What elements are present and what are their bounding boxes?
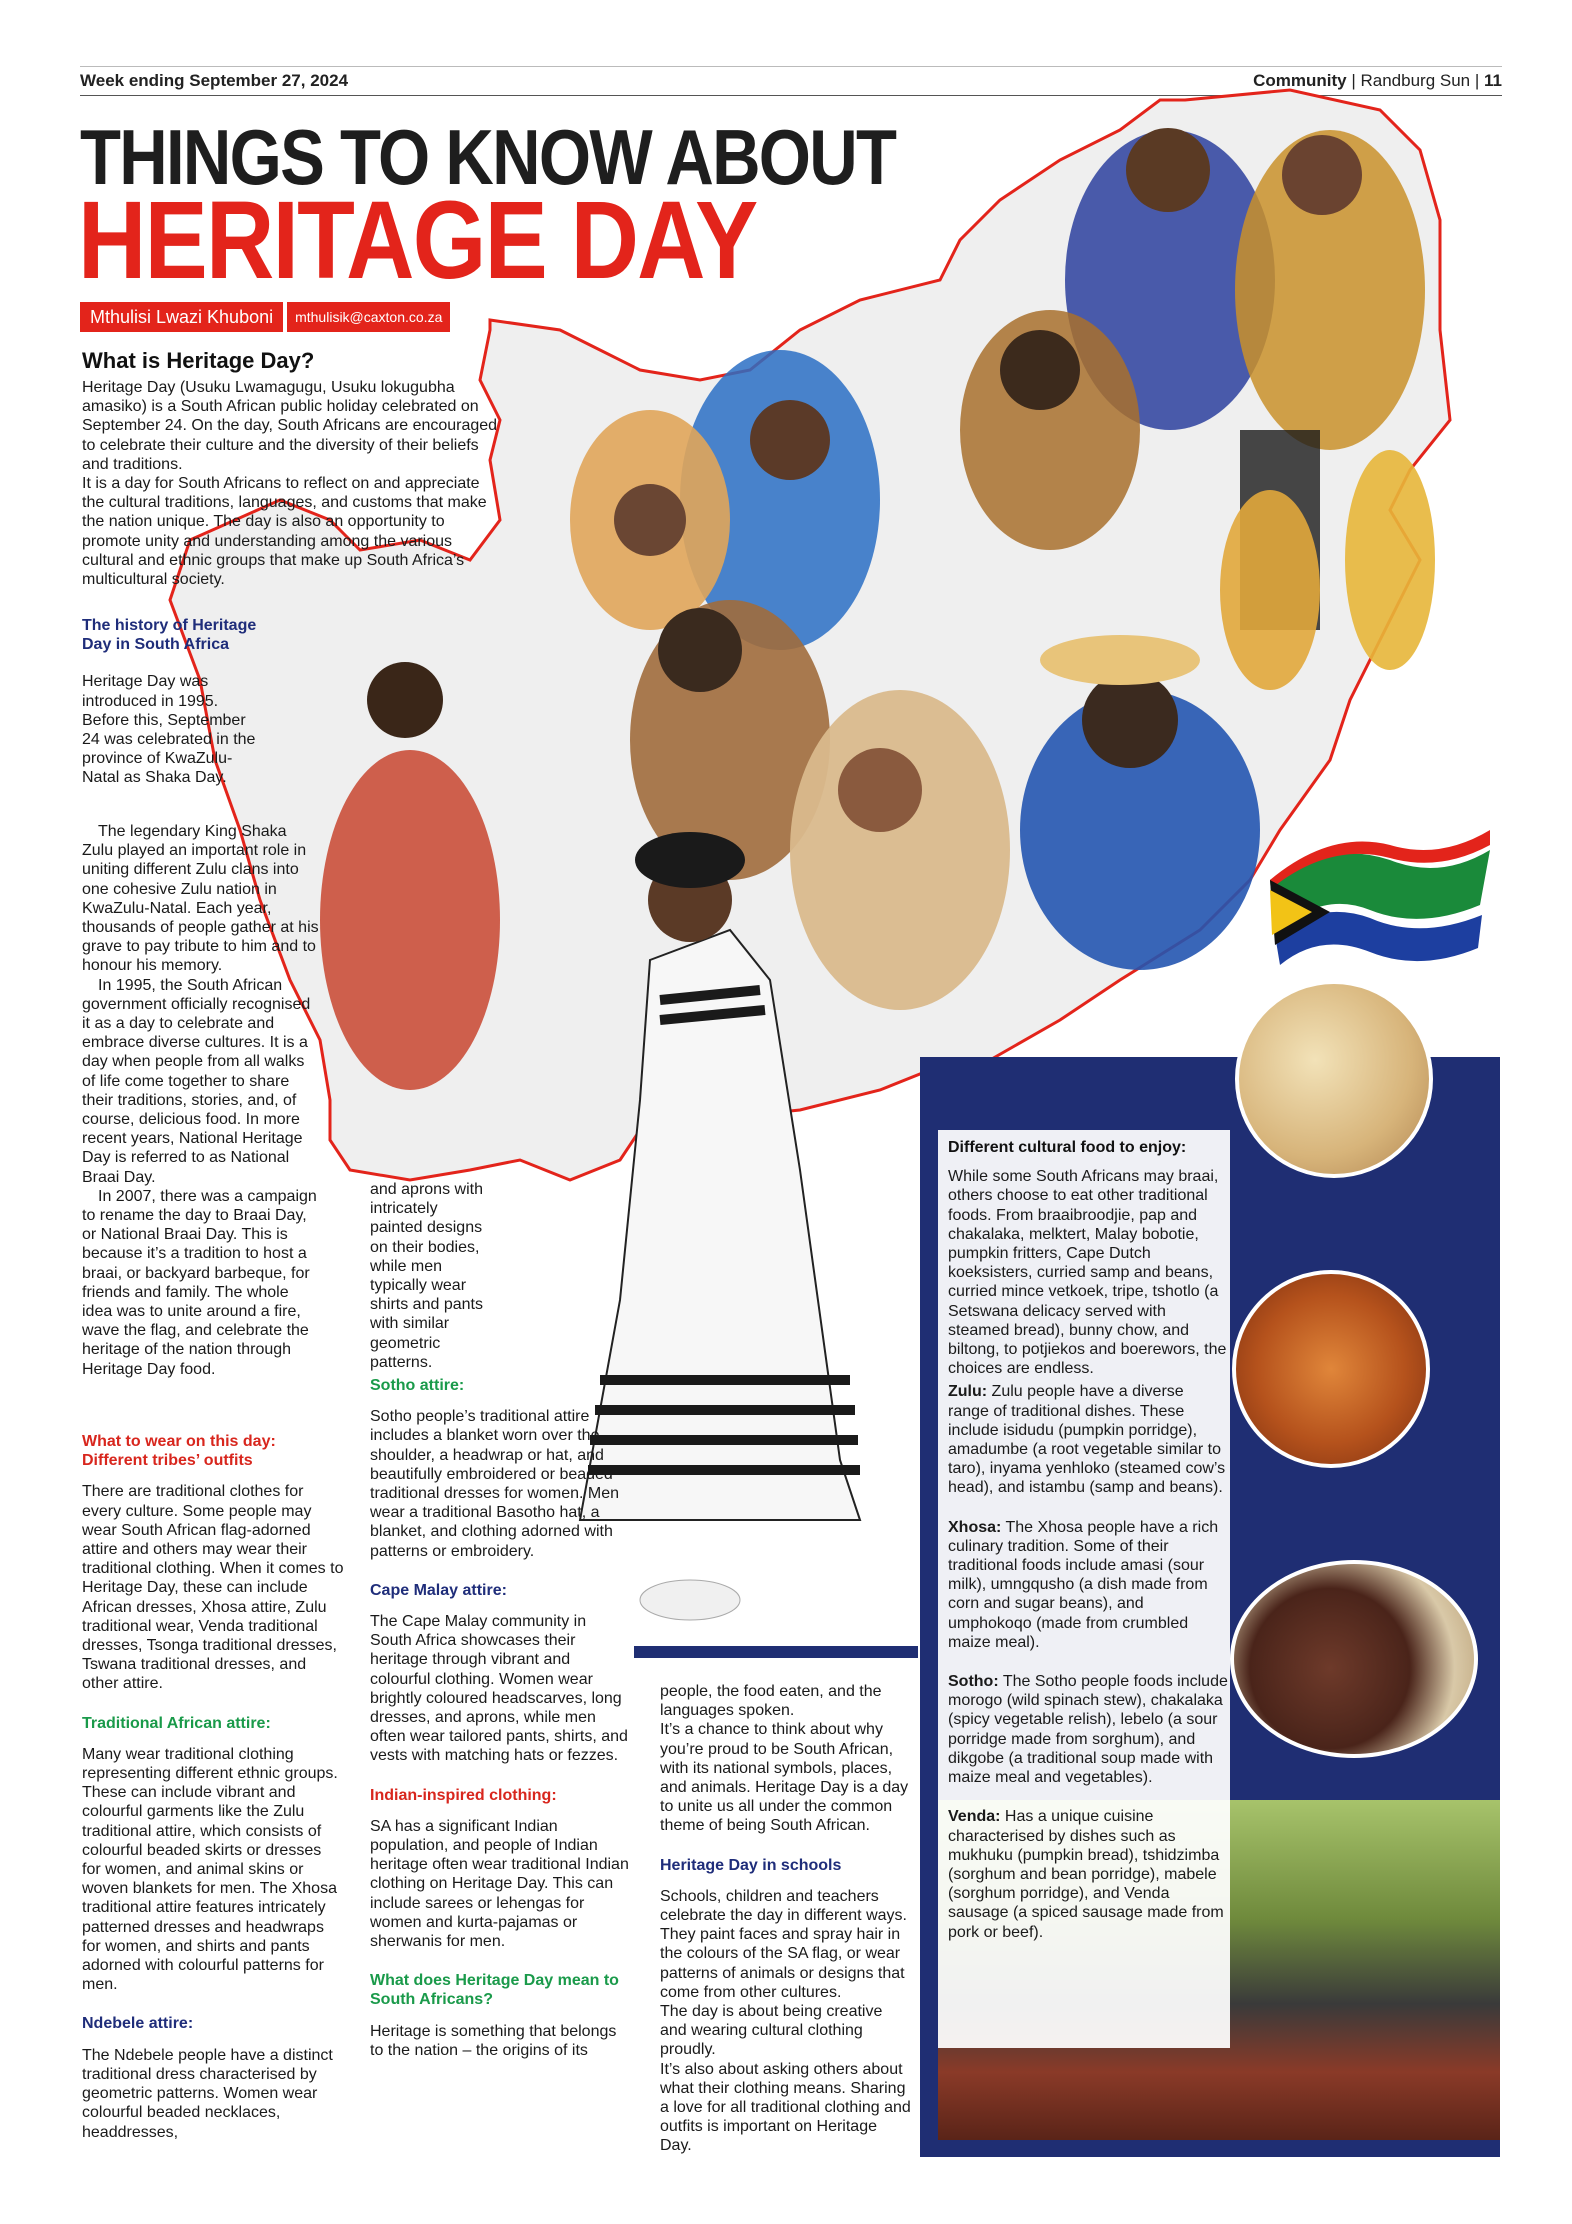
food-section: [948, 1138, 1228, 1942]
xhosa-food: The Xhosa people have a rich culinary tradition. Some of their traditional foods include amasi (sour milk), umngqusho (a dish made from corn and sugar beans), and umphokoqo (made from crumbled maize meal).: [948, 1518, 1219, 1651]
paper-name: Randburg Sun: [1360, 71, 1471, 90]
zulu-food: Zulu people have a diverse range of traditional dishes. These include isidudu (pumpkin porridge), amadumbe (a root vegetable similar to taro), inyama yenhloko (steamed cow’s head), and istambu (samp and beans).: [948, 1383, 1226, 1497]
intro-heading: What is Heritage Day?: [82, 348, 315, 373]
column-3: [660, 1682, 912, 2156]
wear-paragraph: There are traditional clothes for every culture. Some people may wear South African flag-adorned attire and others may wear their traditional clothing. When it comes to Heritage Day, these can include African dresses, Xhosa attire, Zulu traditional wear, Venda traditional dresses, Tsonga traditional dresses, Tswana traditional dresses, and other attire.: [82, 1483, 344, 1693]
history-continued: [82, 822, 322, 1379]
sotho-label: Sotho:: [948, 1673, 999, 1691]
column-2-top: [370, 1180, 490, 1372]
ndebele-paragraph: The Ndebele people have a distinct traditional dress characterised by geometric patterns. Women wear colourful beaded necklaces, headdresses,: [82, 2046, 333, 2141]
issue-date: Week ending September 27, 2024: [80, 71, 349, 90]
column-3-rule: [634, 1646, 918, 1658]
food-intro: While some South Africans may braai, others choose to eat other traditional foods. From braaibroodjie, pap and chakalaka, melktert, Malay bobotie, pumpkin fritters, Cape Dutch koeksisters, curried samp and beans, curried mince vetkoek, tripe, tshotlo (a Setswana delicacy served with steamed bread), bunny chow, and biltong, to potjiekos and boerewors, the choices are endless.: [948, 1168, 1227, 1378]
history-paragraph-1: Heritage Day was introduced in 1995. Before this, September 24 was celebrated in the province of KwaZulu-Natal as Shaka Day.: [82, 673, 256, 787]
food-heading: Different cultural food to enjoy:: [948, 1139, 1187, 1156]
xhosa-label: Xhosa:: [948, 1518, 1002, 1536]
byline: [80, 302, 450, 332]
zulu-label: Zulu:: [948, 1383, 988, 1401]
history-heading: The history of Heritage Day in South Africa: [82, 617, 257, 654]
history-paragraph-4: In 2007, there was a campaign to rename the day to Braai Day, or National Braai Day. This is because it’s a tradition to host a braai, or backyard barbeque, for friends and family. The whole idea was to unite around a fire, wave the flag, and celebrate the heritage of the nation through Heritage Day food.: [82, 1187, 317, 1378]
meaning-paragraph: Heritage is something that belongs to the nation – the origins of its: [370, 2022, 617, 2059]
food-photo-meat-pap: [1230, 1560, 1478, 1758]
history-section: [82, 616, 262, 788]
cape-malay-paragraph: The Cape Malay community in South Africa showcases their heritage through vibrant and colourful clothing. Women wear brightly coloured headscarves, long dresses, and aprons, while men often wear tailored pants, shirts, and vests with matching hats or fezzes.: [370, 1613, 628, 1765]
history-paragraph-2: The legendary King Shaka Zulu played an important role in uniting different Zulu clans into one cohesive Zulu nation in KwaZulu-Natal. Each year, thousands of people gather at his grave to pay tribute to him and to honour his memory.: [82, 823, 319, 975]
intro-paragraph-2: It is a day for South Africans to reflect on and appreciate the cultural traditions, languages, and customs that make the nation unique. The day is also an opportunity to promote unity and understanding among the various cultural and ethnic groups that make up South Africa’s multicultural society.: [82, 475, 487, 589]
wear-heading: What to wear on this day: Different tribes’ outfits: [82, 1433, 276, 1470]
indian-clothing-heading: Indian-inspired clothing:: [370, 1786, 557, 1804]
meaning-heading: What does Heritage Day mean to South Africans?: [370, 1972, 619, 2009]
ndebele-heading: Ndebele attire:: [82, 2015, 194, 2033]
african-attire-heading: Traditional African attire:: [82, 1714, 271, 1732]
sotho-food: The Sotho people foods include morogo (wild spinach stew), chakalaka (spicy vegetable relish), lebelo (a sour porridge made from sorghum), and dikgobe (a traditional soup made with maize meal and vegetables).: [948, 1673, 1228, 1787]
section-label: Community | Randburg Sun | 11: [1253, 71, 1502, 90]
headline-line2: HERITAGE DAY: [78, 179, 757, 302]
food-photo-feet-stew: [1232, 1270, 1430, 1468]
food-photo-bread: [1235, 980, 1433, 1178]
schools-heading: Heritage Day in schools: [660, 1856, 842, 1874]
sotho-attire-heading: Sotho attire:: [370, 1377, 465, 1394]
history-paragraph-3: In 1995, the South African government officially recognised it as a day to celebrate and embrace diverse cultures. It is a day when people from all walks of life come together to share their traditions, stories, and, of course, delicious food. In more recent years, National Heritage Day is referred to as National Braai Day.: [82, 976, 311, 1186]
intro-body: [82, 378, 502, 589]
african-attire-paragraph: Many wear traditional clothing representing different ethnic groups. These can include vibrant and colourful garments like the Zulu traditional attire, which consists of colourful beaded skirts or dresses for women, and animal skins or woven blankets for men. The Xhosa traditional attire features intricately patterned dresses and headwraps for women, and shirts and pants adorned with colourful patterns for men.: [82, 1745, 338, 1994]
page-number: 11: [1484, 71, 1502, 90]
intro-paragraph-1: Heritage Day (Usuku Lwamagugu, Usuku lokugubha amasiko) is a South African public holiday celebrated on September 24. On the day, South Africans are encouraged to celebrate their culture and the diversity of their beliefs and traditions.: [82, 379, 498, 473]
author-name: Mthulisi Lwazi Khuboni: [80, 302, 283, 332]
author-email: mthulisik@caxton.co.za: [287, 302, 450, 332]
column-1-lower: [82, 1432, 344, 2142]
meaning-paragraph-2: It’s a chance to think about why you’re proud to be South African, with its national symbols, places, and animals. Heritage Day is a day to unite us all under the common theme of being South African.: [660, 1721, 909, 1835]
ndebele-continued: and aprons with intricately painted designs on their bodies, while men typically wear shirts and pants with similar geometric patterns.: [370, 1181, 483, 1371]
schools-paragraph-3: It’s also about asking others about what their clothing means. Sharing a love for all traditional clothing and outfits is important on Heritage Day.: [660, 2060, 911, 2155]
indian-clothing-paragraph: SA has a significant Indian population, and people of Indian heritage often wear traditional Indian clothing on Heritage Day. This can include sarees or lehengas for women and kurta-pajamas or sherwanis for men.: [370, 1817, 629, 1951]
venda-label: Venda:: [948, 1808, 1001, 1826]
sotho-attire-paragraph: Sotho people’s traditional attire includes a blanket worn over the shoulder, a headwrap or hat, and beautifully embroidered or beaded traditional dresses for women. Men wear a traditional Basotho hat, a blanket, and clothing adorned with patterns or embroidery.: [370, 1408, 619, 1560]
schools-paragraph-2: The day is about being creative and wearing cultural clothing proudly.: [660, 2003, 883, 2059]
venda-food: Has a unique cuisine characterised by dishes such as mukhuku (pumpkin bread), tshidzimba (sorghum and bean porridge), mabele (sorghum porridge), and Venda sausage (a spiced sausage made from pork or beef).: [948, 1808, 1224, 1941]
schools-paragraph-1: Schools, children and teachers celebrate the day in different ways. They paint faces and spray hair in the colours of the SA flag, or wear patterns of animals or designs that come from other cultures.: [660, 1887, 907, 2001]
column-2: [370, 1376, 632, 2060]
section-name: Community: [1253, 71, 1347, 90]
meaning-continued: people, the food eaten, and the languages spoken.: [660, 1683, 882, 1720]
cape-malay-heading: Cape Malay attire:: [370, 1581, 507, 1599]
headline-line1: THINGS TO KNOW ABOUT: [80, 113, 896, 201]
